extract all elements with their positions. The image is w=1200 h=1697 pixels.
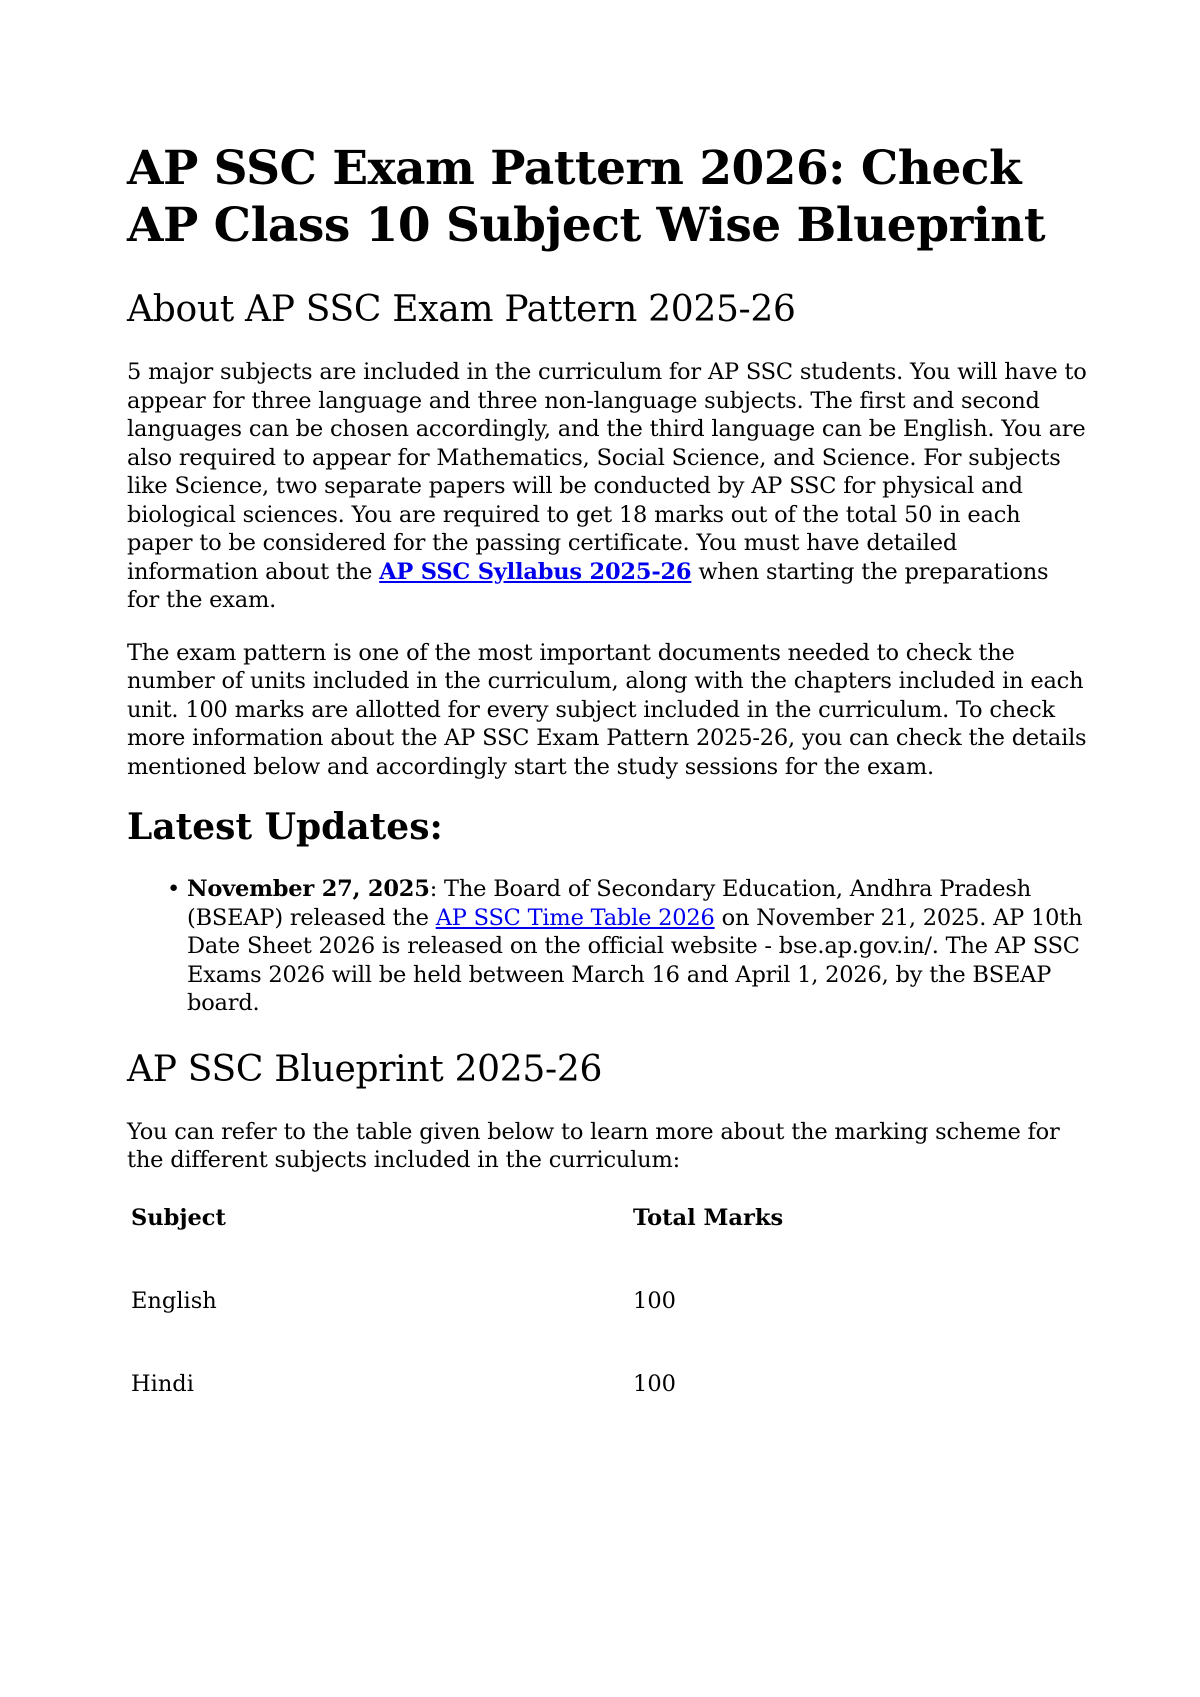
cell-marks: 100 [633, 1370, 676, 1397]
cell-marks: 100 [633, 1287, 676, 1314]
about-paragraph-1-text: 5 major subjects are included in the curriculum for AP SSC students. You will have to appear for three language and three non-language subjects. The first and second languages can be chosen accordingly, and the third language can be English. You are also required to appear for Mathematics, Social Science, and Science. For subjects like Science, two separate papers will be conducted by AP SSC for physical and biological sciences. You are required to get 18 marks out of the total 50 in each paper to be considered for the passing certificate. You must have detailed information about the [127, 359, 1087, 585]
about-heading: About AP SSC Exam Pattern 2025-26 [127, 289, 796, 330]
blueprint-heading: AP SSC Blueprint 2025-26 [127, 1048, 603, 1090]
about-paragraph-2: The exam pattern is one of the most important documents needed to check the number of units included in the curriculum, along with the chapters included in each unit. 100 marks are allotted for every subject included in the curriculum. To check more information about the AP SSC Exam Pattern 2025-26, you can check the details mentioned below and accordingly start the study sessions for the exam. [127, 639, 1087, 780]
table-header-row [127, 1205, 1087, 1288]
time-table-link[interactable]: AP SSC Time Table 2026 [435, 904, 715, 931]
bullet-icon: • [167, 876, 181, 902]
table-row [127, 1371, 1087, 1454]
marks-table [127, 1205, 1087, 1454]
latest-updates-heading: Latest Updates: [127, 806, 443, 848]
cell-subject: English [131, 1287, 217, 1314]
blueprint-intro: You can refer to the table given below to learn more about the marking scheme for the different subjects included in the curriculum: [127, 1118, 1060, 1173]
about-paragraph-1-tail: when starting the preparations for the exam. [127, 558, 1049, 613]
updates-list [127, 875, 1087, 1018]
list-item [167, 875, 1087, 1018]
update-text: : The Board of Secondary Education, Andhra Pradesh (BSEAP) released the [187, 876, 1031, 931]
header-subject: Subject [131, 1204, 226, 1231]
update-text-tail: on November 21, 2025. AP 10th Date Sheet 2026 is released on the official website - bse.ap.gov.in/. The AP SSC Exams 2026 will be held between March 16 and April 1, 2026, by the BSEAP board. [187, 904, 1083, 1016]
header-total-marks: Total Marks [633, 1204, 784, 1231]
document-page [127, 140, 1087, 1454]
page-title: AP SSC Exam Pattern 2026: Check AP Class 10 Subject Wise Blueprint [127, 141, 1046, 253]
syllabus-link[interactable]: AP SSC Syllabus 2025-26 [379, 558, 692, 585]
table-row [127, 1288, 1087, 1371]
cell-subject: Hindi [131, 1370, 194, 1397]
update-date: November 27, 2025 [187, 876, 430, 902]
about-paragraph-1 [127, 358, 1087, 615]
